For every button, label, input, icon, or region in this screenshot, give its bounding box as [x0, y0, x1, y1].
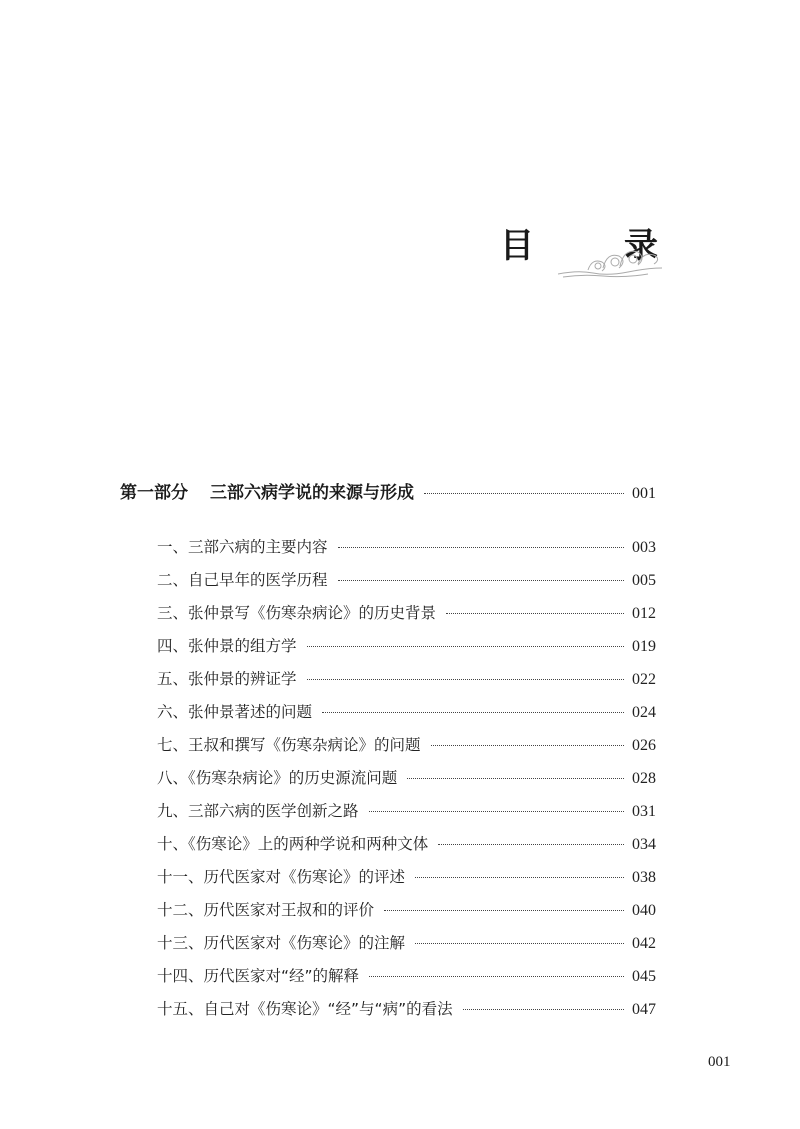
leader-dots: [463, 1009, 624, 1010]
entry-label: 十二、历代医家对王叔和的评价: [157, 901, 375, 919]
leader-dots: [407, 778, 624, 779]
page-ref: 038: [632, 869, 656, 886]
part-label: 第一部分: [120, 483, 188, 503]
page-ref: 040: [632, 902, 656, 919]
page-ref: 031: [632, 803, 656, 820]
toc-title: 目 录: [500, 226, 686, 266]
entry-label: 一、三部六病的主要内容: [157, 538, 328, 556]
toc-entry[interactable]: [157, 766, 656, 788]
leader-dots: [384, 910, 624, 911]
entry-label: 六、张仲景著述的问题: [157, 703, 313, 721]
leader-dots: [415, 877, 624, 878]
leader-dots: [415, 943, 624, 944]
toc-entry[interactable]: [157, 931, 656, 953]
entry-label: 十三、历代医家对《伤寒论》的注解: [157, 934, 406, 952]
toc-entry[interactable]: [157, 799, 656, 821]
entry-label: 十一、历代医家对《伤寒论》的评述: [157, 868, 406, 886]
entry-label: 三、张仲景写《伤寒杂病论》的历史背景: [157, 604, 437, 622]
page-ref: 042: [632, 935, 656, 952]
leader-dots: [369, 976, 624, 977]
page-ref: 047: [632, 1001, 656, 1018]
page-ref: 012: [632, 605, 656, 622]
entry-label: 十四、历代医家对“经”的解释: [157, 967, 360, 985]
toc-entry[interactable]: [157, 898, 656, 920]
leader-dots: [307, 679, 624, 680]
page-ref: 005: [632, 572, 656, 589]
entry-label: 七、王叔和撰写《伤寒杂病论》的问题: [157, 736, 421, 754]
entry-label: 十、《伤寒论》上的两种学说和两种文体: [157, 835, 429, 853]
toc-entry[interactable]: [157, 733, 656, 755]
page-number: 001: [708, 1054, 731, 1070]
part-title: 三部六病学说的来源与形成: [210, 483, 414, 503]
leader-dots: [338, 580, 624, 581]
page-ref: 019: [632, 638, 656, 655]
toc-entry[interactable]: [157, 667, 656, 689]
toc-entry[interactable]: [157, 964, 656, 986]
toc-entry[interactable]: [157, 865, 656, 887]
leader-dots: [431, 745, 624, 746]
page-ref: 034: [632, 836, 656, 853]
entry-label: 二、自己早年的医学历程: [157, 571, 328, 589]
entry-label: 八、《伤寒杂病论》的历史源流问题: [157, 769, 398, 787]
toc-entry[interactable]: [157, 568, 656, 590]
toc-entry[interactable]: [157, 634, 656, 656]
toc-entry[interactable]: [157, 997, 656, 1019]
leader-dots: [424, 493, 624, 494]
page-ref: 022: [632, 671, 656, 688]
page-ref: 028: [632, 770, 656, 787]
toc-entry[interactable]: [157, 700, 656, 722]
entry-label: 十五、自己对《伤寒论》“经”与“病”的看法: [157, 1000, 453, 1018]
toc-entry[interactable]: [157, 535, 656, 557]
leader-dots: [322, 712, 624, 713]
toc-entry[interactable]: [157, 601, 656, 623]
toc-entry[interactable]: [157, 832, 656, 854]
entry-label: 五、张仲景的辨证学: [157, 670, 297, 688]
entry-label: 四、张仲景的组方学: [157, 637, 297, 655]
page-ref: 026: [632, 737, 656, 754]
leader-dots: [438, 844, 624, 845]
entry-label: 九、三部六病的医学创新之路: [157, 802, 359, 820]
page-ref: 024: [632, 704, 656, 721]
toc-part-1[interactable]: [120, 478, 656, 503]
leader-dots: [446, 613, 624, 614]
wave-ornament-icon: [558, 246, 663, 280]
page-ref: 045: [632, 968, 656, 985]
leader-dots: [338, 547, 624, 548]
page-ref: 003: [632, 539, 656, 556]
leader-dots: [369, 811, 624, 812]
page-ref: 001: [632, 485, 656, 502]
leader-dots: [307, 646, 624, 647]
